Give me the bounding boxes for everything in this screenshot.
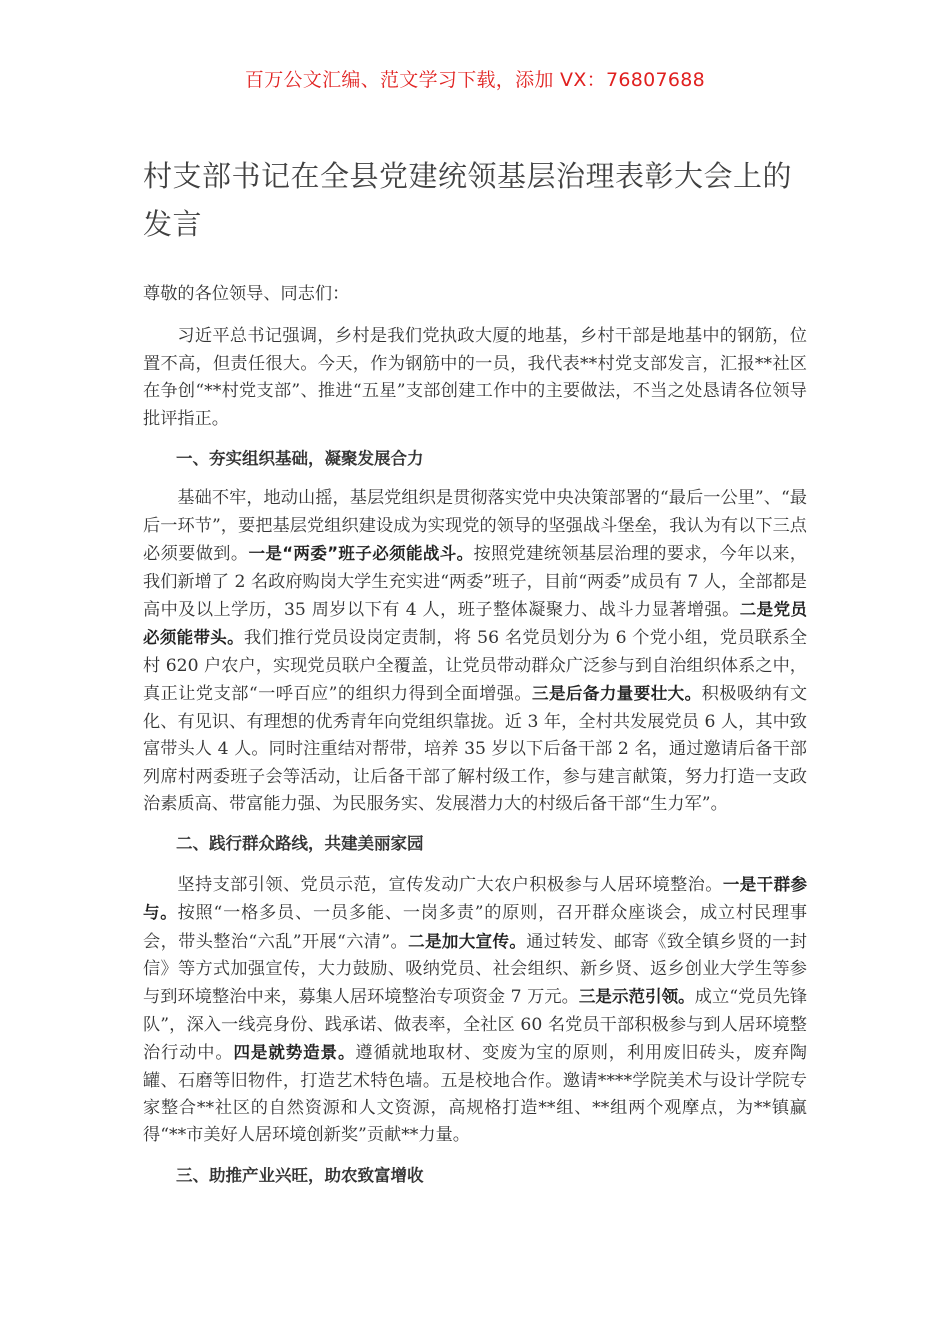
bold-point-1: 一是“两委”班子必须能战斗。 — [248, 544, 474, 564]
section-1-paragraph — [143, 485, 807, 818]
document-body — [143, 281, 807, 1202]
text-run: 坚持支部引领、党员示范，宣传发动广大农户积极参与人居环境整治。 — [177, 874, 723, 895]
bold-point-3: 三是后备力量要壮大。 — [532, 684, 702, 704]
text-run: 按照“一格多员、一员多能、一岗多责”的原则，召开群众座谈会，成立村民理事会，带头整治“六乱”开展“六清”。 — [143, 903, 808, 952]
header-banner: 百万公文汇编、范文学习下载，添加 VX：76807688 — [244, 69, 706, 91]
text-run: 按照党建统领基层治理的要求，今年以来，我们新增了 2 名政府购岗大学生充实进“两委”班子，目前“两委”成员有 7 人，全部都是高中及以上学历，35 周岁以下有 4 人，班子整体凝聚力、战斗力显著增强。 — [143, 544, 807, 621]
text-run: 基础不牢，地动山摇，基层党组织是贯彻落实党中央决策部署的“最后一公里”、“最后一环节”，要把基层党组织建设成为实现党的领导的坚强战斗堡垒，我认为有以下三点必须要做到。 — [143, 488, 807, 565]
bold-point-2: 二是加大宣传。 — [408, 931, 527, 951]
bold-point-3: 三是示范引领。 — [578, 987, 695, 1007]
intro-paragraph: 习近平总书记强调，乡村是我们党执政大厦的地基，乡村干部是地基中的钢筋，位置不高，但责任很大。今天，作为钢筋中的一员，我代表**村党支部发言，汇报**社区在争创“**村党支部”、推进“五星”支部创建工作中的主要做法，不当之处恳请各位领导批评指正。 — [143, 326, 807, 429]
bold-point-1: 一是干群参与。 — [143, 874, 807, 923]
text-run: 通过转发、邮寄《致全镇乡贤的一封信》等方式加强宣传，大力鼓励、吸纳党员、社会组织、新乡贤、返乡创业大学生等参与到环境整治中来，募集人居环境整治专项资金 7 万元。 — [143, 931, 807, 1008]
page-title: 村支部书记在全县党建统领基层治理表彰大会上的发言 — [143, 159, 793, 241]
bold-point-4: 四是就势造景。 — [233, 1043, 356, 1063]
text-run: 成立“党员先锋队”，深入一线亮身份、践承诺、做表率，全社区 60 名党员干部积极参与到人居环境整治行动中。 — [143, 987, 808, 1064]
text-run: 遵循就地取材、变废为宝的原则，利用废旧砖头，废弃陶罐、石磨等旧物件，打造艺术特色墙。五是校地合作。邀请****学院美术与设计学院专家整合**社区的自然资源和人文资源，高规格打造**组、**组两个观摩点，为**镇赢得“**市美好人居环境创新奖”贡献**力量。 — [143, 1043, 807, 1146]
text-run: 积极吸纳有文化、有见识、有理想的优秀青年向党组织靠拢。近 3 年，全村共发展党员 6 人，其中致富带头人 4 人。同时注重结对帮带，培养 35 岁以下后备干部 2 名，通过邀请后备干部列席村两委班子会等活动，让后备干部了解村级工作，参与建言献策，努力打造一支政治素质高、带富能力强、为民服务实、发展潜力大的村级后备干部“生力军”。 — [143, 684, 808, 814]
section-heading-2: 二、践行群众路线，共建美丽家园 — [176, 834, 424, 854]
salutation: 尊敬的各位领导、同志们： — [143, 284, 350, 304]
section-heading-3: 三、助推产业兴旺，助农致富增收 — [176, 1165, 424, 1185]
section-2-paragraph — [143, 871, 807, 1150]
bold-point-2: 二是党员必须能带头。 — [143, 600, 807, 648]
section-heading-1: 一、夯实组织基础，凝聚发展合力 — [176, 449, 424, 469]
text-run: 我们推行党员设岗定责制，将 56 名党员划分为 6 个党小组，党员联系全村 620 户农户，实现党员联户全覆盖，让党员带动群众广泛参与到自治组织体系之中，真正让党支部“一呼百应”的组织力得到全面增强。 — [143, 628, 808, 705]
